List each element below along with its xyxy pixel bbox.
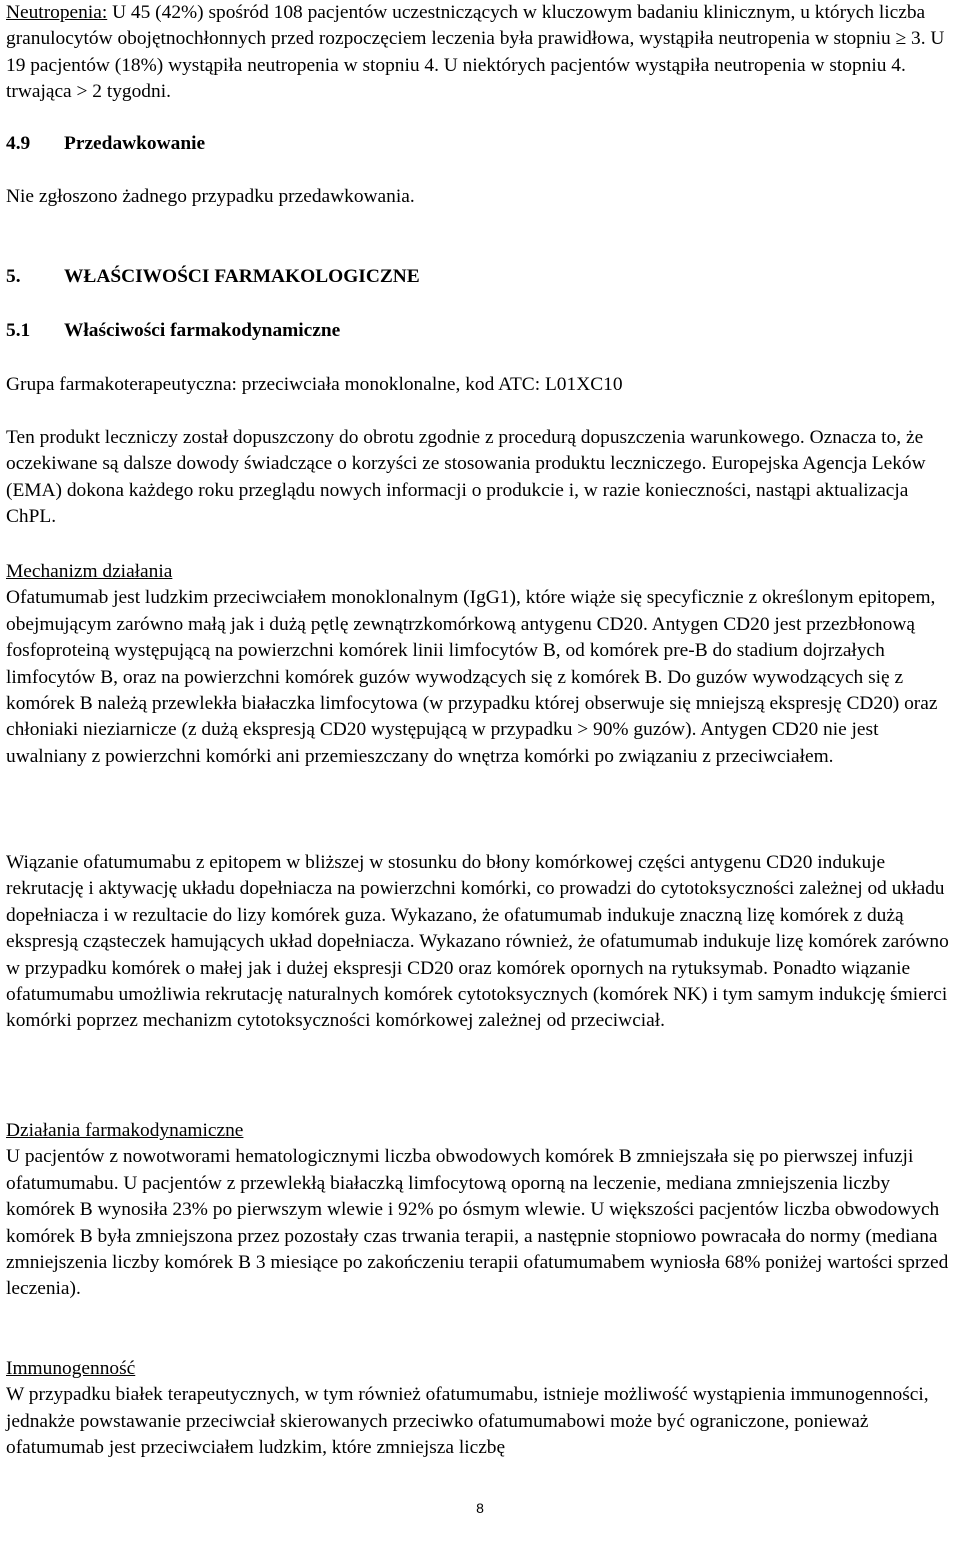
conditional-approval-text: Ten produkt leczniczy został dopuszczony do obrotu zgodnie z procedurą dopuszczenia warunkowego. Oznacza to, że oczekiwane są dalsze dowody świadczące o korzyści ze stosowania produktu leczniczego. Europejska Agencja Leków (EMA) dokona każdego roku przeglądu nowych informacji o produkcie i, w razie konieczności, nastąpi aktualizacja ChPL.: [6, 427, 926, 528]
conditional-approval-paragraph: [6, 425, 956, 531]
neutropenia-text: U 45 (42%) spośród 108 pacjentów uczestniczących w kluczowym badaniu klinicznym, u których liczba granulocytów obojętnochłonnych przed rozpoczęciem leczenia była prawidłowa, wystąpiła neutropenia w stopniu ≥ 3. U 19 pacjentów (18%) wystąpiła neutropenia w stopniu 4. U niektórych pacjentów wystąpiła neutropenia w stopniu 4. trwająca > 2 tygodni.: [6, 2, 945, 103]
section-number: 5.: [6, 266, 21, 287]
immunogenicity-section: [6, 1356, 956, 1462]
pd-effects-heading: Działania farmakodynamiczne: [6, 1120, 244, 1141]
immunogenicity-text: W przypadku białek terapeutycznych, w tym również ofatumumabu, istnieje możliwość wystąpienia immunogenności, jednakże powstawanie przeciwciał skierowanych przeciwko ofatumumabowi może być ograniczone, ponieważ ofatumumab jest przeciwciałem ludzkim, które zmniejsza liczbę: [6, 1384, 929, 1459]
pd-effects-text: U pacjentów z nowotworami hematologicznymi liczba obwodowych komórek B zmniejszała się po pierwszej infuzji ofatumumabu. U pacjentów z przewlekłą białaczką limfocytową oporną na leczenie, mediana zmniejszenia liczby komórek B wynosiła 23% po pierwszym wlewie i 92% po ósmym wlewie. U większości pacjentów liczba obwodowych komórek B była zmniejszona przez pozostały czas trwania terapii, a następnie stopniowo powracała do normy (mediana zmniejszenia liczby komórek B 3 miesiące po zakończeniu terapii ofatumumabem wyniosła 68% poniżej wartości sprzed leczenia).: [6, 1146, 949, 1300]
neutropenia-paragraph: [6, 0, 956, 106]
atc-group-paragraph: [6, 372, 956, 398]
section-4-9-heading: [6, 131, 956, 157]
section-5-heading: [6, 264, 956, 290]
mechanism-paragraph-1: Ofatumumab jest ludzkim przeciwciałem monoklonalnym (IgG1), które wiąże się specyficznie z określonym epitopem, obejmującym zarówno małą jak i dużą pętlę zewnątrzkomórkową antygenu CD20. Antygen CD20 jest przezbłonową fosfoproteiną występującą na powierzchni komórek linii limfocytów B, od komórek pre-B do stadium dojrzałych limfocytów B, oraz na powierzchni komórek guzów wywodzących się z komórek B. Do guzów wywodzących się z komórek B należą przewlekła białaczka limfocytowa (w przypadku której obserwuje się mniejszą ekspresję CD20) oraz chłoniaki nieziarnicze (z dużą ekspresją CD20 występującą w przypadku > 90% guzów). Antygen CD20 nie jest uwalniany z powierzchni komórki ani przemieszczany do wnętrza komórki po związaniu z przeciwciałem.: [6, 587, 938, 767]
neutropenia-label: Neutropenia:: [6, 2, 108, 23]
section-title: Przedawkowanie: [64, 133, 206, 154]
mechanism-paragraph-2: Wiązanie ofatumumabu z epitopem w bliższej w stosunku do błony komórkowej części antygenu CD20 indukuje rekrutację i aktywację układu dopełniacza na powierzchni komórki, co prowadzi do cytotoksyczności zależnej od układu dopełniacza i w rezultacie do lizy komórek guza. Wykazano, że ofatumumab indukuje znaczną lizę komórek z dużą ekspresją cząsteczek hamujących układ dopełniacza. Wykazano również, że ofatumumab indukuje lizę komórek zarówno w przypadku komórek o małej jak i dużej ekspresji CD20 oraz komórek opornych na rytuksymab. Ponadto wiązanie ofatumumabu umożliwia rekrutację naturalnych komórek cytotoksycznych (komórek NK) i tym samym indukcję śmierci komórki poprzez mechanizm cytotoksyczności komórkowej zależnej od przeciwciał.: [6, 852, 949, 1032]
atc-group-text: Grupa farmakoterapeutyczna: przeciwciała monoklonalne, kod ATC: L01XC10: [6, 374, 623, 395]
page-number: 8: [476, 1500, 484, 1516]
section-number: 4.9: [6, 133, 31, 154]
overdose-text: Nie zgłoszono żadnego przypadku przedawkowania.: [6, 186, 415, 207]
overdose-paragraph: [6, 184, 956, 210]
section-number: 5.1: [6, 320, 31, 341]
mechanism-section: [6, 559, 956, 770]
section-5-1-heading: [6, 318, 956, 344]
pd-effects-section: [6, 1118, 956, 1303]
section-title: Właściwości farmakodynamiczne: [64, 320, 341, 341]
mechanism-heading: Mechanizm działania: [6, 561, 173, 582]
section-title: WŁAŚCIWOŚCI FARMAKOLOGICZNE: [64, 266, 420, 287]
mechanism-paragraph-2-block: [6, 850, 956, 1035]
immunogenicity-heading: Immunogenność: [6, 1358, 136, 1379]
